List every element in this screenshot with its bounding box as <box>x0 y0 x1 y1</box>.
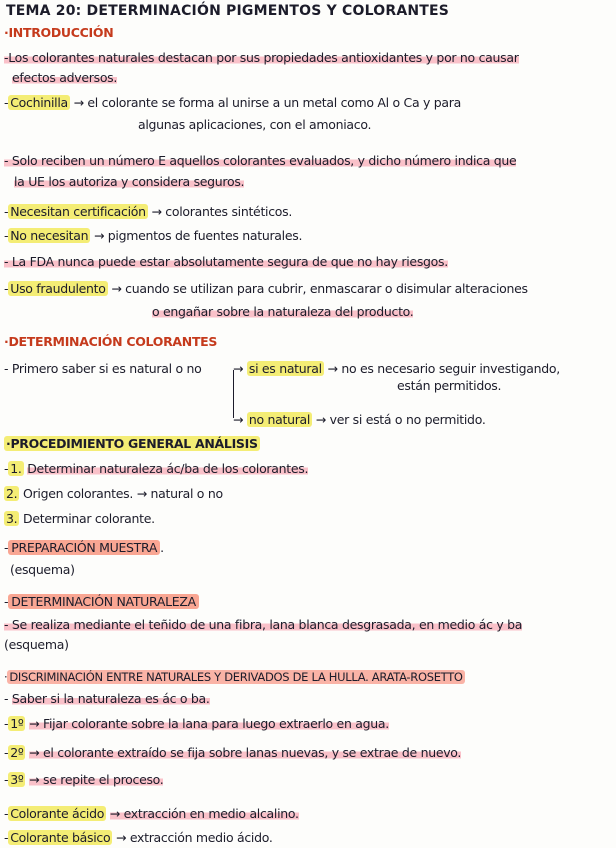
branch-connector <box>233 370 234 418</box>
intro-p5: - No necesitan → pigmentos de fuentes naturales. <box>4 228 303 243</box>
intro-p3-a: - Solo reciben un número E aquellos colorantes evaluados, y dicho número indica que <box>4 153 517 168</box>
discriminacion-l6: - Colorante básico → extracción medio ácido. <box>4 830 273 845</box>
intro-p1-a: -Los colorantes naturales destacan por sus propiedades antioxidantes y por no causar <box>4 50 519 65</box>
determinacion-heading: ·DETERMINACIÓN COLORANTES <box>4 334 218 349</box>
branch-natural: → si es natural → no es necesario seguir investigando, <box>233 361 560 376</box>
intro-p3-b: la UE los autoriza y considera seguros. <box>14 174 245 189</box>
discriminacion-l2: - 1º → Fijar colorante sobre la lana para luego extraerlo en agua. <box>4 716 389 731</box>
determinacion-first: - Primero saber si es natural o no <box>4 361 202 376</box>
preparacion-note: (esquema) <box>10 562 75 577</box>
discriminacion-l1: - Saber si la naturaleza es ác o ba. <box>4 691 210 706</box>
intro-p6: - La FDA nunca puede estar absolutamente segura de que no hay riesgos. <box>4 254 448 269</box>
procedimiento-step-2: 2. Origen colorantes. → natural o no <box>6 486 223 501</box>
intro-p2-b: algunas aplicaciones, con el amoniaco. <box>138 117 372 132</box>
discriminacion-l4: - 3º → se repite el proceso. <box>4 772 164 787</box>
discriminacion-heading: · DISCRIMINACIÓN ENTRE NATURALES Y DERIVADOS DE LA HULLA. ARATA-ROSETTO <box>4 670 463 684</box>
naturaleza-heading: - DETERMINACIÓN NATURALEZA <box>4 594 199 610</box>
naturaleza-text-b: (esquema) <box>4 637 69 652</box>
intro-p2: - Cochinilla → el colorante se forma al unirse a un metal como Al o Ca y para <box>4 95 461 110</box>
procedimiento-heading: ·PROCEDIMIENTO GENERAL ANÁLISIS <box>6 436 258 451</box>
branch-no-natural: → no natural → ver si está o no permitido. <box>233 412 486 427</box>
naturaleza-text-a: - Se realiza mediante el teñido de una fibra, lana blanca desgrasada, en medio ác y ba <box>4 617 523 632</box>
branch-natural-b: están permitidos. <box>397 378 502 393</box>
intro-p1-b: efectos adversos. <box>12 70 118 85</box>
procedimiento-step-3: 3. Determinar colorante. <box>6 511 155 526</box>
preparacion-heading: - PREPARACIÓN MUESTRA . <box>4 540 164 555</box>
procedimiento-step-1: - 1. Determinar naturaleza ác/ba de los colorantes. <box>4 461 309 476</box>
intro-p4: - Necesitan certificación → colorantes sintéticos. <box>4 204 293 219</box>
page-title: TEMA 20: DETERMINACIÓN PIGMENTOS Y COLORANTES <box>6 3 450 19</box>
intro-heading: ·INTRODUCCIÓN <box>4 25 114 40</box>
cochinilla-highlight: Cochinilla <box>10 95 68 110</box>
discriminacion-l5: - Colorante ácido → extracción en medio alcalino. <box>4 806 299 821</box>
discriminacion-l3: - 2º → el colorante extraído se fija sobre lanas nuevas, y se extrae de nuevo. <box>4 745 462 760</box>
intro-p7: - Uso fraudulento → cuando se utilizan para cubrir, enmascarar o disimular alteraciones <box>4 281 528 296</box>
intro-p7-b: o engañar sobre la naturaleza del producto. <box>152 304 414 319</box>
